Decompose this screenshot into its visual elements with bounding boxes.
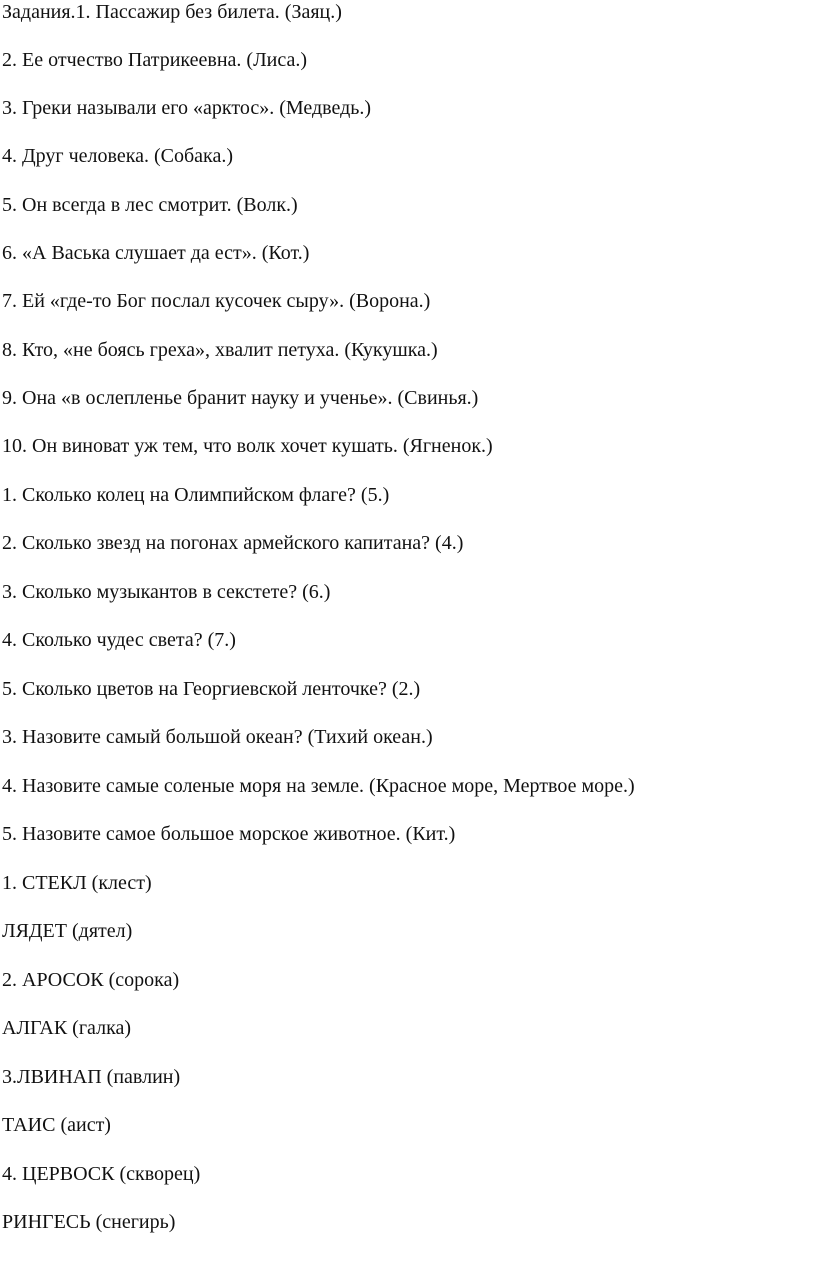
- text-line: ЛЯДЕТ (дятел): [2, 920, 133, 942]
- text-line: 2. Ее отчество Патрикеевна. (Лиса.): [2, 49, 307, 71]
- text-line: 4. Сколько чудес света? (7.): [2, 629, 236, 651]
- text-line: 4. Назовите самые соленые моря на земле. (Красное море, Мертвое море.): [2, 775, 635, 797]
- text-line: РИНГЕСЬ (снегирь): [2, 1211, 176, 1233]
- text-line: 4. Друг человека. (Собака.): [2, 145, 233, 167]
- text-line: 6. «А Васька слушает да ест». (Кот.): [2, 242, 310, 264]
- text-line: Задания.1. Пассажир без билета. (Заяц.): [2, 1, 342, 23]
- text-line: 3. Греки называли его «арктос». (Медведь.): [2, 97, 372, 119]
- text-line: 2. АРОСОК (сорока): [2, 969, 180, 991]
- text-line: 9. Она «в ослепленье бранит науку и ученье». (Свинья.): [2, 387, 479, 409]
- text-line: 1. СТЕКЛ (клест): [2, 872, 152, 894]
- text-line: АЛГАК (галка): [2, 1017, 132, 1039]
- text-line: 10. Он виноват уж тем, что волк хочет кушать. (Ягненок.): [2, 435, 493, 457]
- text-line: 5. Назовите самое большое морское животное. (Кит.): [2, 823, 456, 845]
- text-line: 3. Сколько музыкантов в секстете? (6.): [2, 581, 331, 603]
- text-line: 1. Сколько колец на Олимпийском флаге? (5.): [2, 484, 390, 506]
- text-line: 8. Кто, «не боясь греха», хвалит петуха. (Кукушка.): [2, 339, 438, 361]
- text-line: 4. ЦЕРВОСК (скворец): [2, 1163, 201, 1185]
- text-line: 3. Назовите самый большой океан? (Тихий океан.): [2, 726, 433, 748]
- text-line: ТАИС (аист): [2, 1114, 111, 1136]
- text-line: 3.ЛВИНАП (павлин): [2, 1066, 181, 1088]
- text-line: 7. Ей «где-то Бог послал кусочек сыру». (Ворона.): [2, 290, 431, 312]
- text-line: 5. Сколько цветов на Георгиевской ленточке? (2.): [2, 678, 421, 700]
- text-line: 2. Сколько звезд на погонах армейского капитана? (4.): [2, 532, 464, 554]
- text-line: 5. Он всегда в лес смотрит. (Волк.): [2, 194, 298, 216]
